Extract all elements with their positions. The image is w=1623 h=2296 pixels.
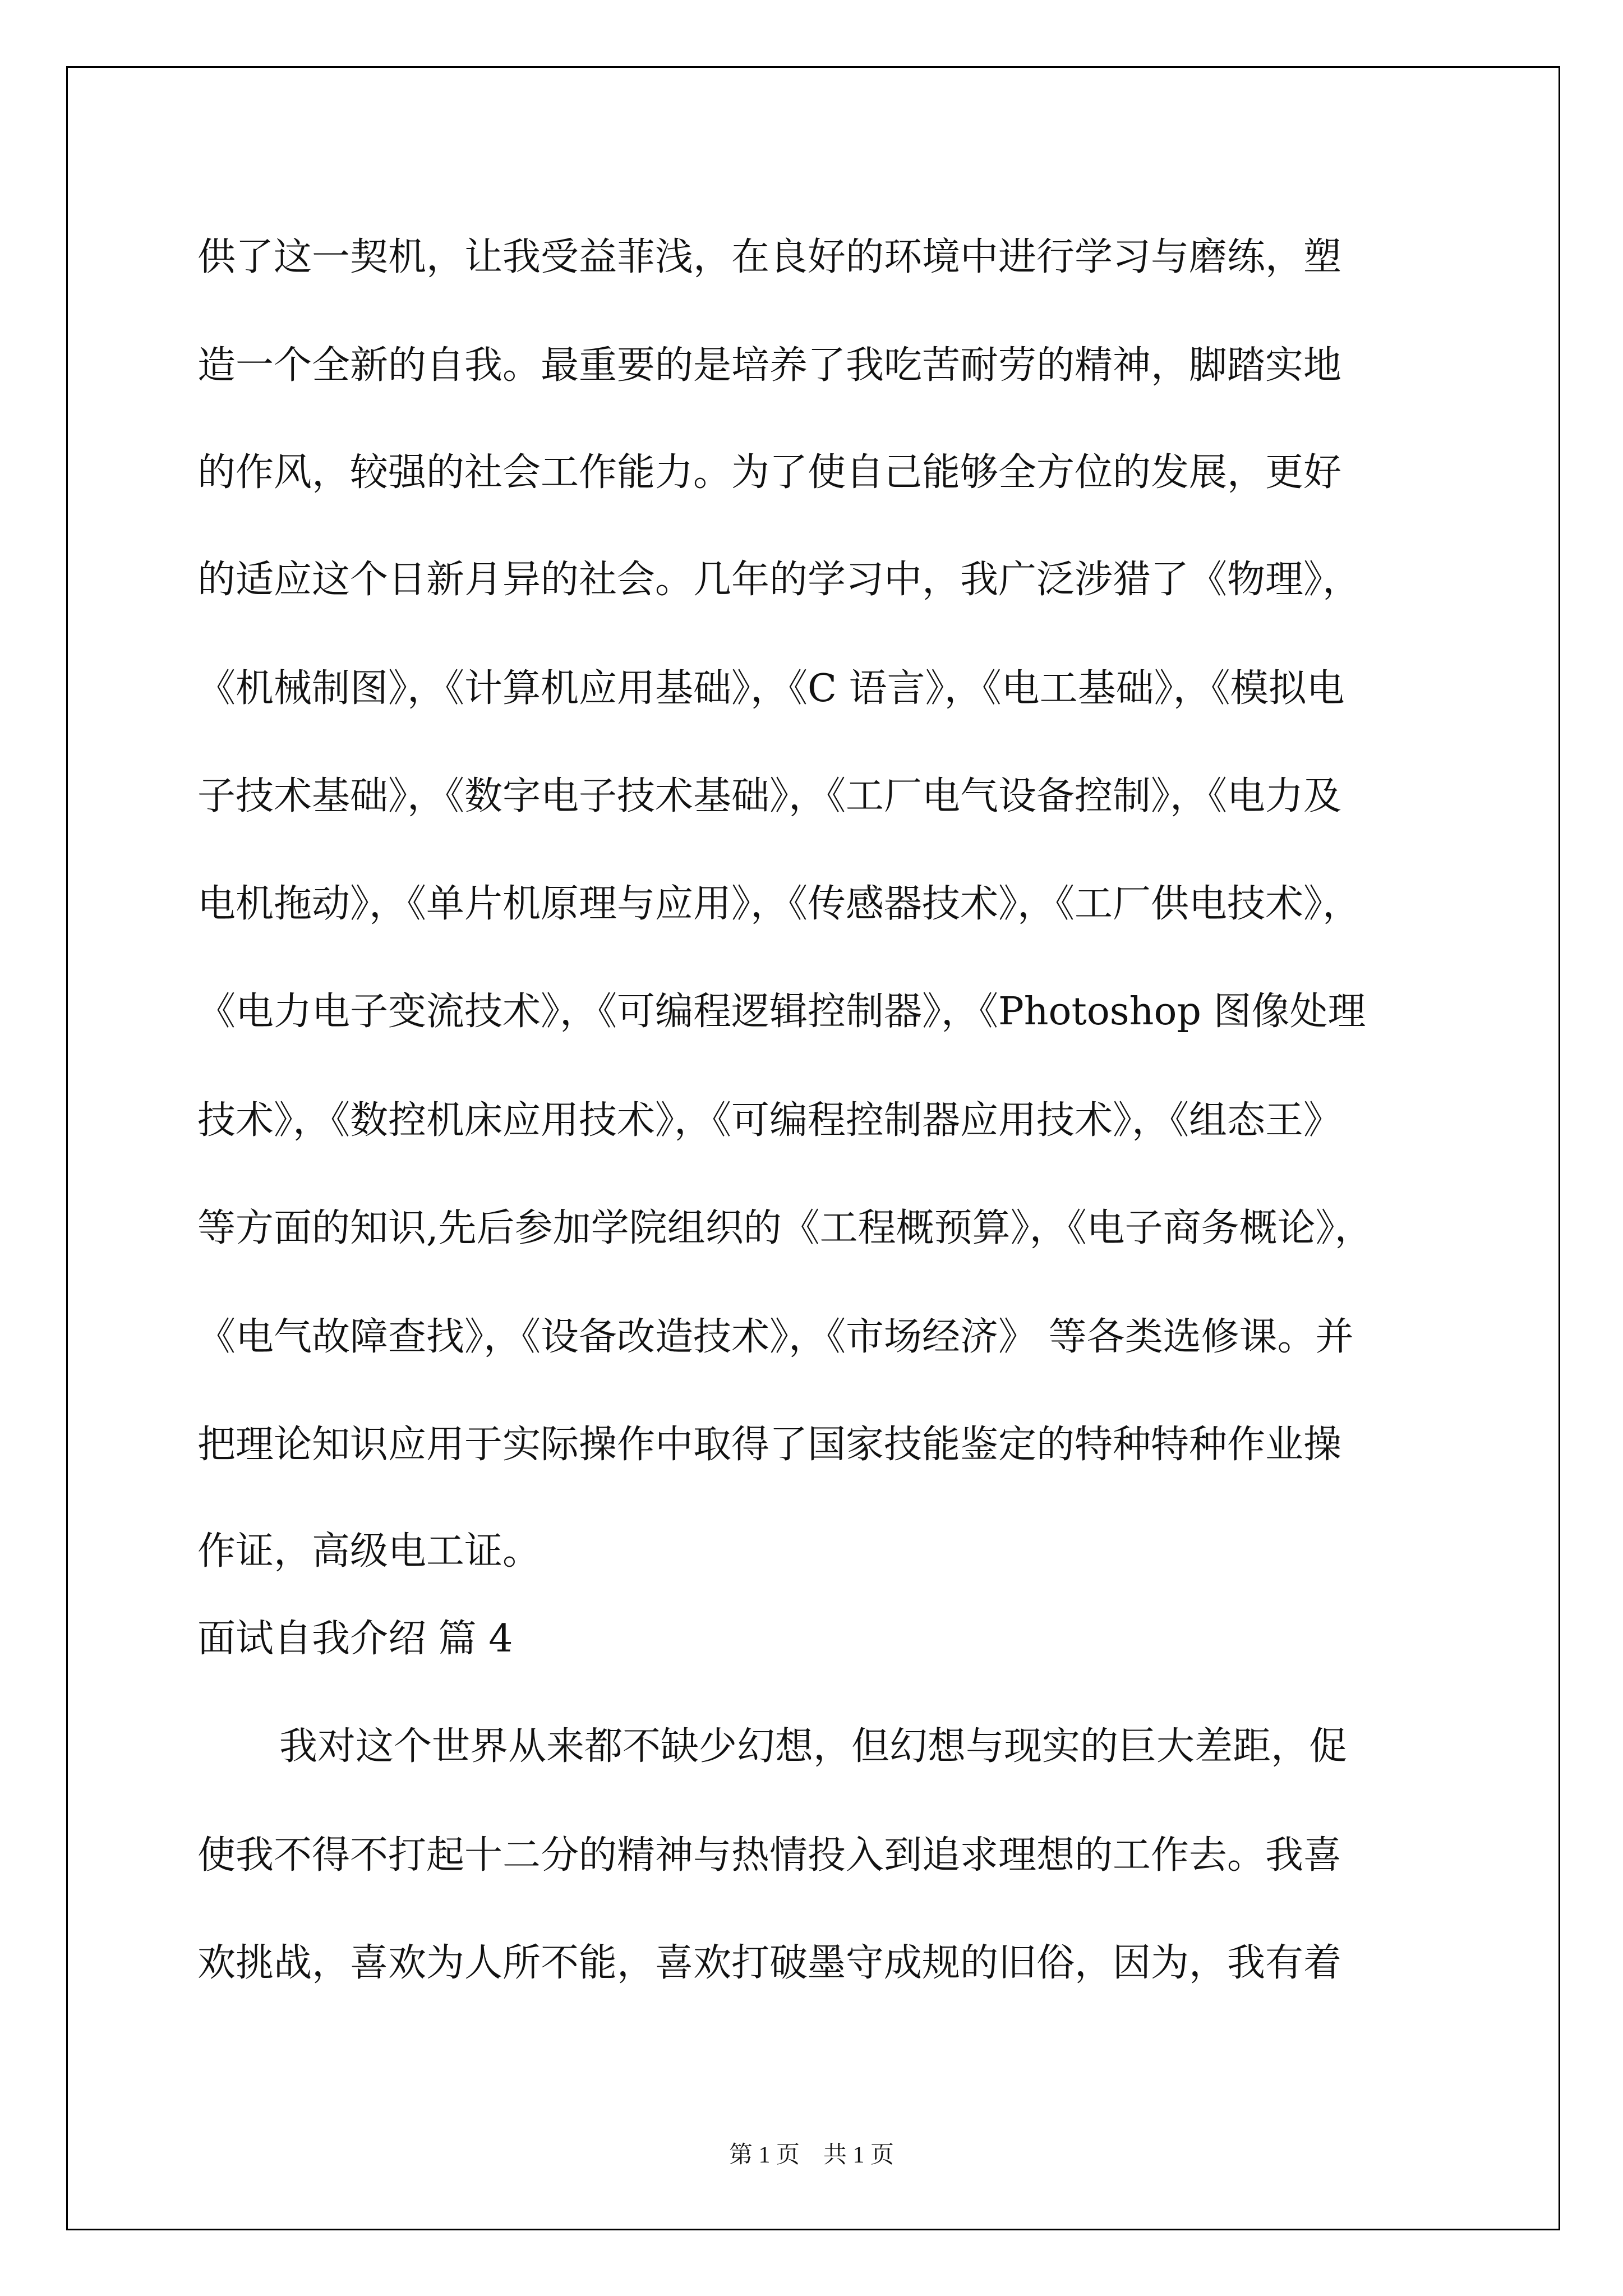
section-heading: 面试自我介绍 篇 4 [197, 1617, 513, 1661]
paragraph-line: 把理论知识应用于实际操作中取得了国家技能鉴定的特种特种作业操 [197, 1423, 1342, 1467]
paragraph-line: 《机械制图》，《计算机应用基础》，《C 语言》，《电工基础》，《模拟电 [197, 666, 1345, 711]
paragraph-line: 电机拖动》，《单片机原理与应用》，《传感器技术》，《工厂供电技术》， [197, 882, 1361, 926]
paragraph-line: 等方面的知识,先后参加学院组织的《工程概预算》，《电子商务概论》， [197, 1206, 1373, 1250]
paragraph-line: 造一个全新的自我。最重要的是培养了我吃苦耐劳的精神，脚踏实地 [197, 343, 1342, 388]
paragraph-line: 《电力电子变流技术》，《可编程逻辑控制器》，《Photoshop 图像处理 [197, 990, 1366, 1034]
paragraph-line: 我对这个世界从来都不缺少幻想，但幻想与现实的巨大差距，促 [279, 1724, 1348, 1769]
paragraph-line: 《电气故障查找》，《设备改造技术》，《市场经济》 等各类选修课。并 [197, 1315, 1354, 1359]
page-footer: 第 1 页 共 1 页 [728, 2142, 894, 2168]
paragraph-line: 技术》，《数控机床应用技术》，《可编程控制器应用技术》，《组态王》 [197, 1098, 1342, 1143]
paragraph-line: 欢挑战，喜欢为人所不能，喜欢打破墨守成规的旧俗，因为，我有着 [197, 1941, 1342, 1985]
paragraph-line: 的适应这个日新月异的社会。几年的学习中，我广泛涉猎了《物理》， [197, 558, 1361, 602]
paragraph-line: 的作风，较强的社会工作能力。为了使自己能够全方位的发展，更好 [197, 450, 1342, 495]
paragraph-line: 作证，高级电工证。 [197, 1529, 541, 1573]
paragraph-line: 使我不得不打起十二分的精神与热情投入到追求理想的工作去。我喜 [197, 1833, 1342, 1878]
paragraph-line: 供了这一契机，让我受益菲浅，在良好的环境中进行学习与磨练，塑 [197, 235, 1342, 279]
paragraph-line: 子技术基础》，《数字电子技术基础》，《工厂电气设备控制》，《电力及 [197, 774, 1342, 818]
page-border [66, 66, 1560, 2230]
